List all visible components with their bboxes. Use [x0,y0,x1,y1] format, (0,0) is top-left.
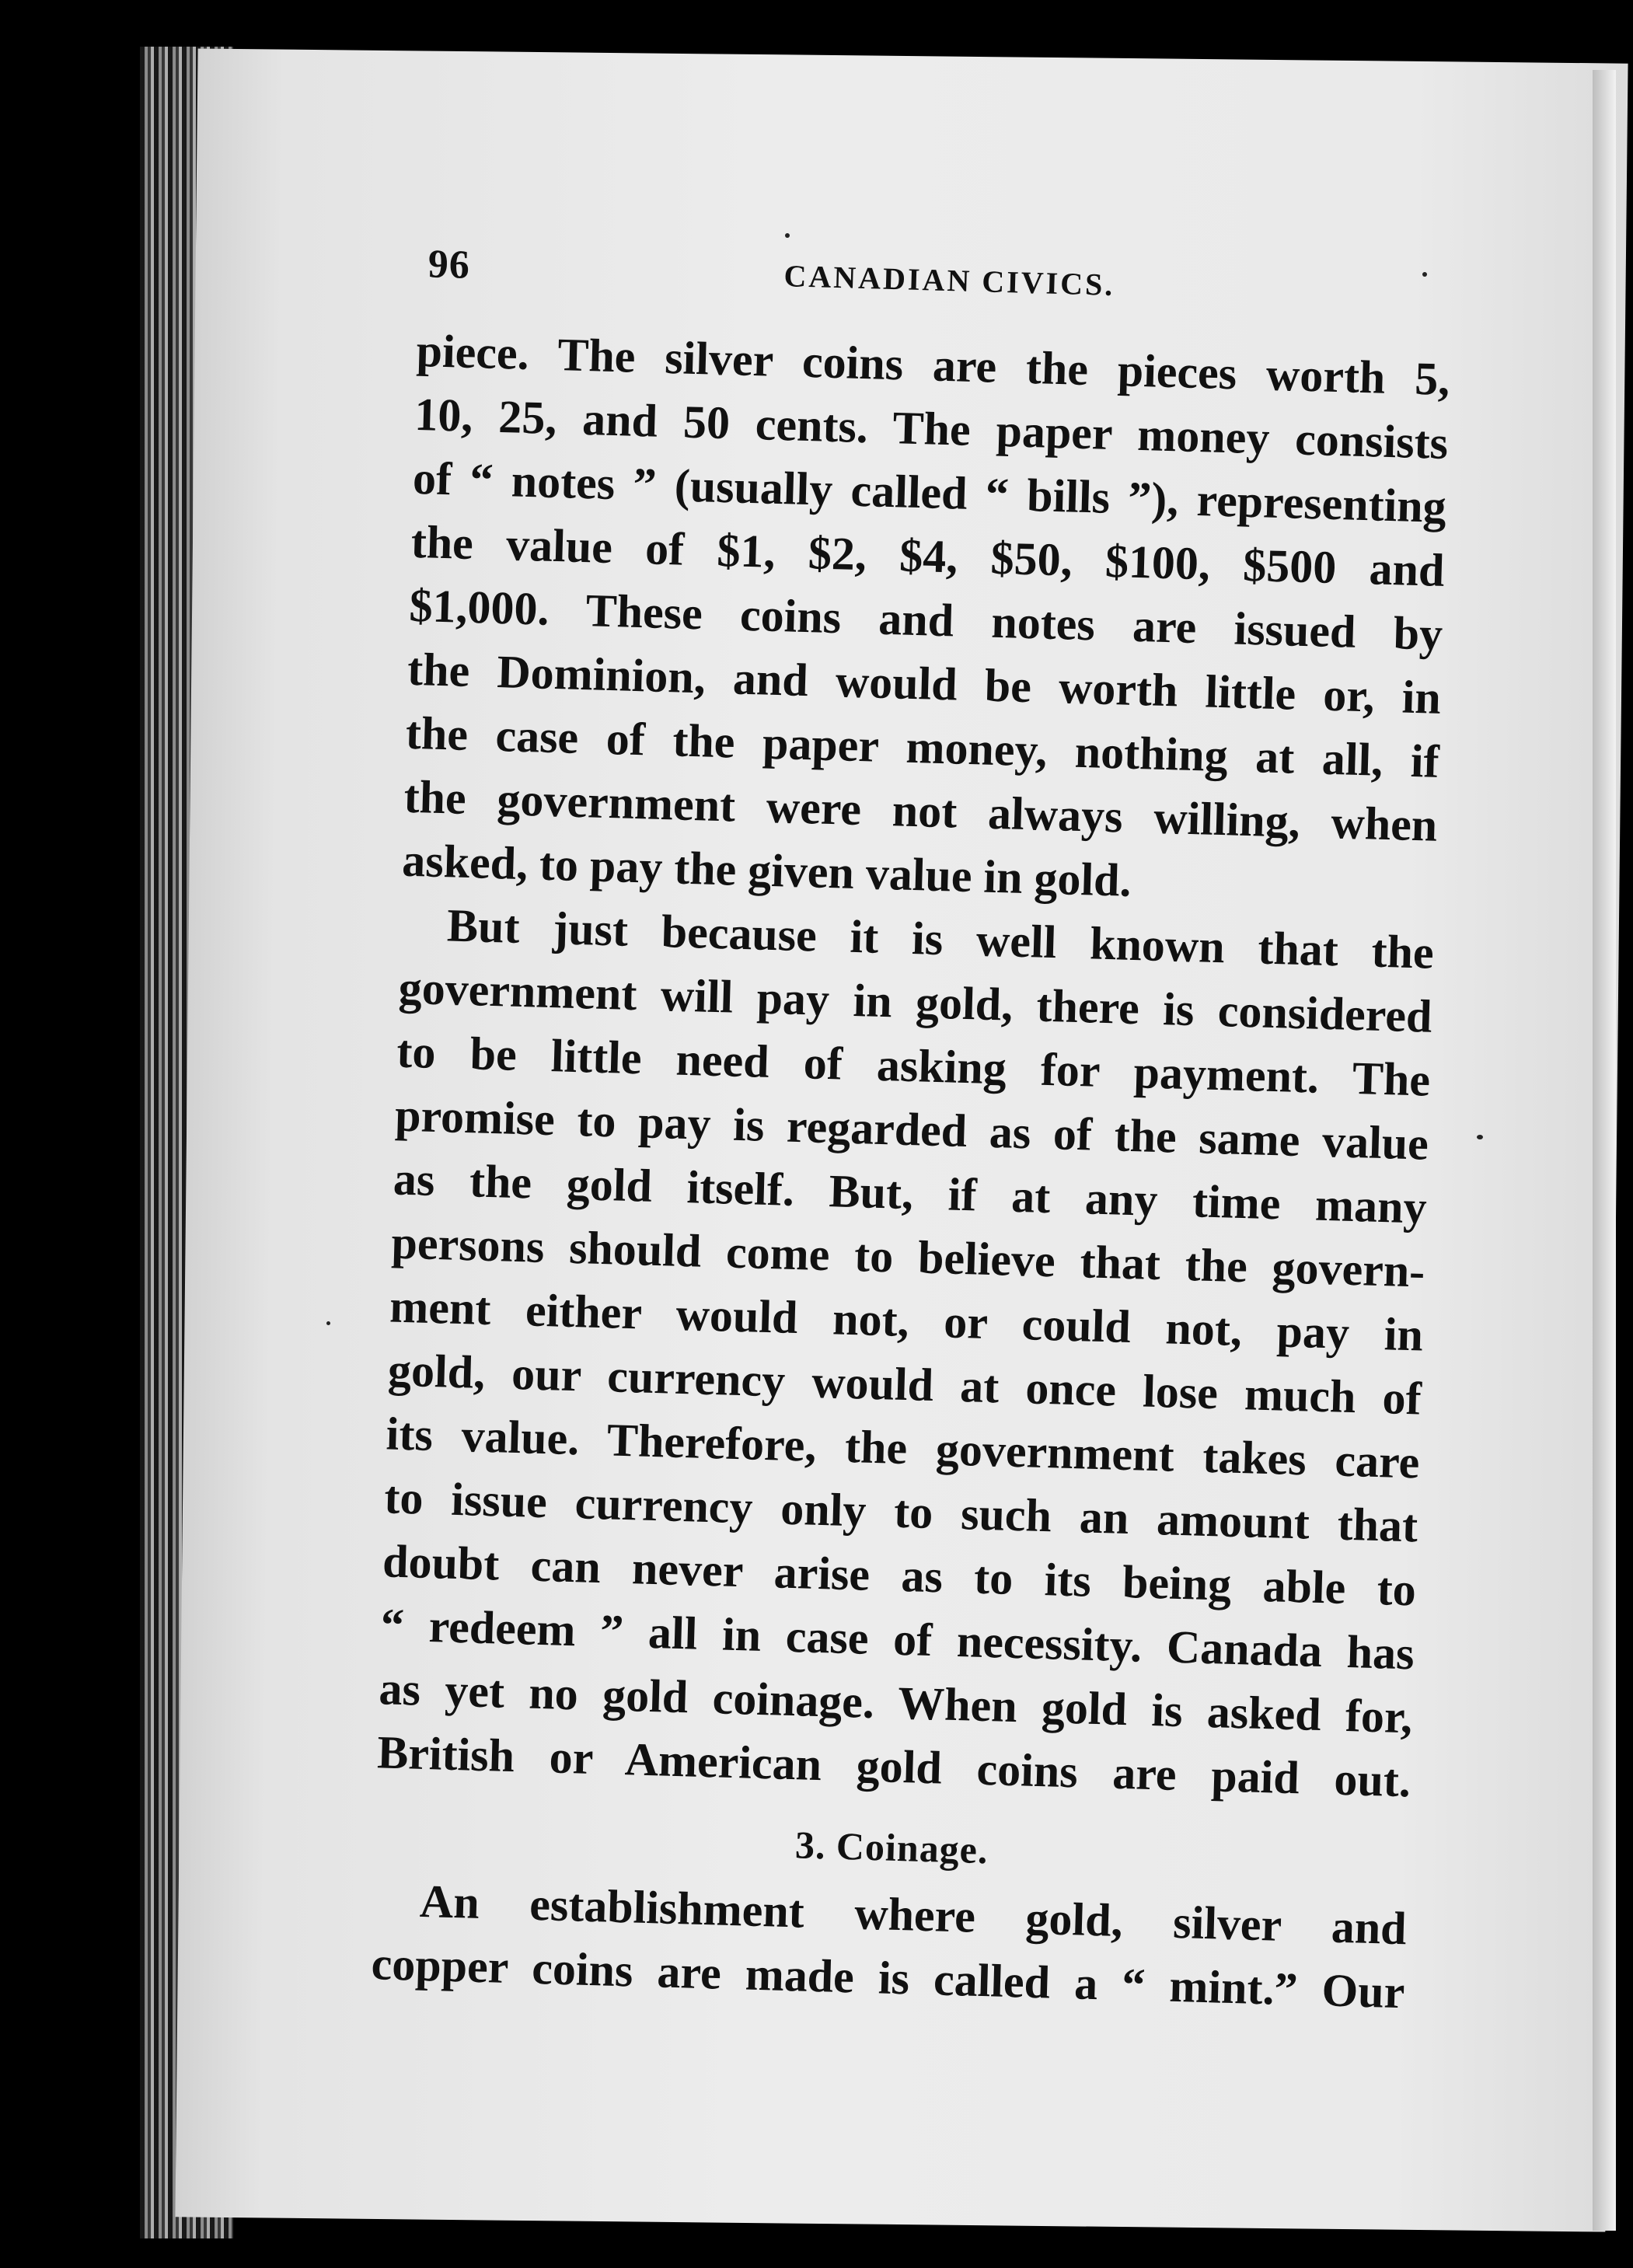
dust-speck [326,1321,330,1325]
text-line: the value of $1, $2, $4, $50, $100, $500 and [410,515,1446,596]
text-line: 10, 25, and 50 cents. The paper money consists [413,388,1449,469]
text-line: to issue currency only to such an amount that [383,1471,1418,1552]
text-line: its value. Therefore, the government takes care [385,1408,1421,1488]
text-line: promise to pay is regarded as of the same value [394,1089,1429,1170]
text-line: to be little need of asking for payment. The [396,1025,1432,1106]
running-head: CANADIAN CIVICS. [783,258,1115,302]
text-line: the case of the paper money, nothing at all, if [405,707,1440,787]
text-line: gold, our currency would at once lose much of [387,1344,1422,1425]
text-line: doubt can never arise as to its being able to [382,1535,1417,1616]
text-line: as yet no gold coinage. When gold is asked for, [378,1663,1414,1743]
page-text-block [371,233,1477,2025]
text-line: But just because it is well known that the [446,899,1435,979]
paragraph-1 [401,319,1474,922]
text-line: ment either would not, or could not, pay in [389,1280,1424,1361]
text-line: “ redeem ” all in case of necessity. Canada has [380,1599,1415,1680]
text-line: as the gold itself. But, if at any time many [393,1153,1428,1233]
page-right-edge [1593,70,1616,2231]
dust-speck [785,233,790,238]
page-number: 96 [427,242,471,288]
text-line: British or American gold coins are paid out. [376,1726,1411,1807]
paragraph-2 [376,892,1458,1814]
text-line: An establishment where gold, silver and [419,1875,1408,1955]
text-line: persons should come to believe that the govern- [390,1216,1426,1297]
text-line: copper coins are made is called a “ mint.” Our [370,1938,1406,2019]
text-line: the government were not always willing, when [403,770,1439,851]
section-heading: 3. Coinage. [794,1823,989,1872]
dust-speck [1477,1135,1483,1139]
text-line: of “ notes ” (usually called “ bills ”), representing [412,452,1447,533]
text-line: government will pay in gold, there is considered [397,961,1433,1042]
text-line: the Dominion, and would be worth little or, in [407,643,1442,724]
text-line: $1,000. These coins and notes are issued by [408,579,1444,660]
text-line: piece. The silver coins are the pieces worth 5, [415,324,1451,406]
text-line: asked, to pay the given value in gold. [401,834,1132,906]
